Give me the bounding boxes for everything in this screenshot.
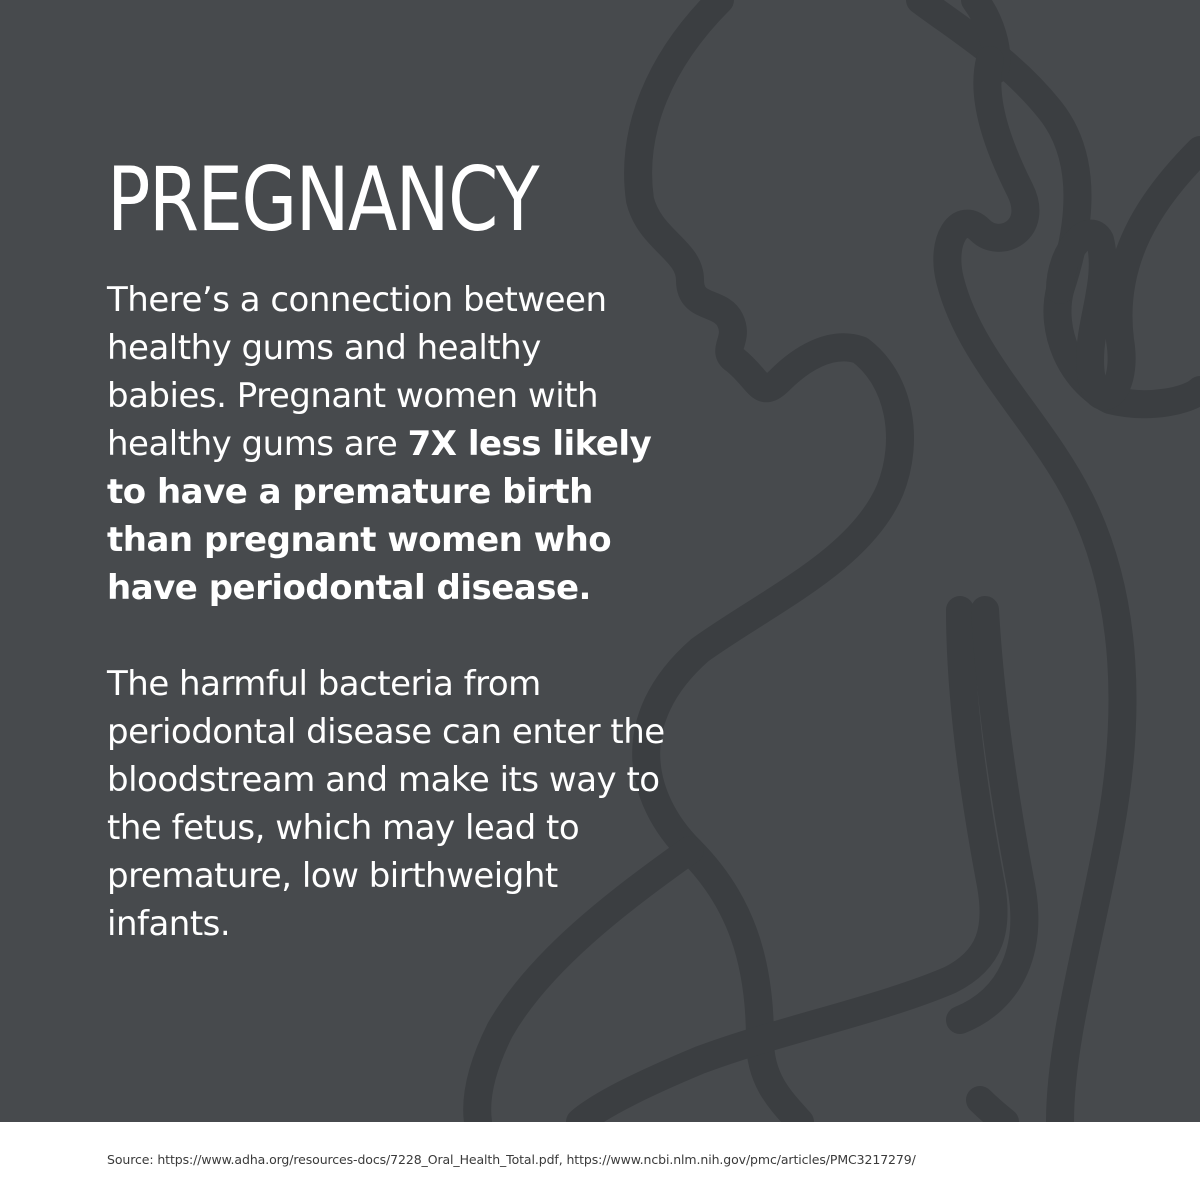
- intro-text: There’s a connection between healthy gums and healthy babies. Pregnant women with healthy gums are: [107, 280, 607, 464]
- source-citation: Source: https://www.adha.org/resources-docs/7228_Oral_Health_Total.pdf, https://www.ncbi.nlm.nih.gov/pmc/articles/PMC3217279/: [107, 1152, 916, 1167]
- intro-paragraph: [107, 276, 667, 612]
- text-content: [107, 150, 667, 948]
- source-footer: [0, 1122, 1200, 1200]
- bacteria-paragraph: The harmful bacteria from periodontal disease can enter the bloodstream and make its way to the fetus, which may lead to premature, low birthweight infants.: [107, 664, 665, 944]
- emphasis-text: 7X less likely to have a premature birth than pregnant women who have periodontal disease.: [107, 424, 652, 608]
- page-title: PREGNANCY: [107, 148, 538, 251]
